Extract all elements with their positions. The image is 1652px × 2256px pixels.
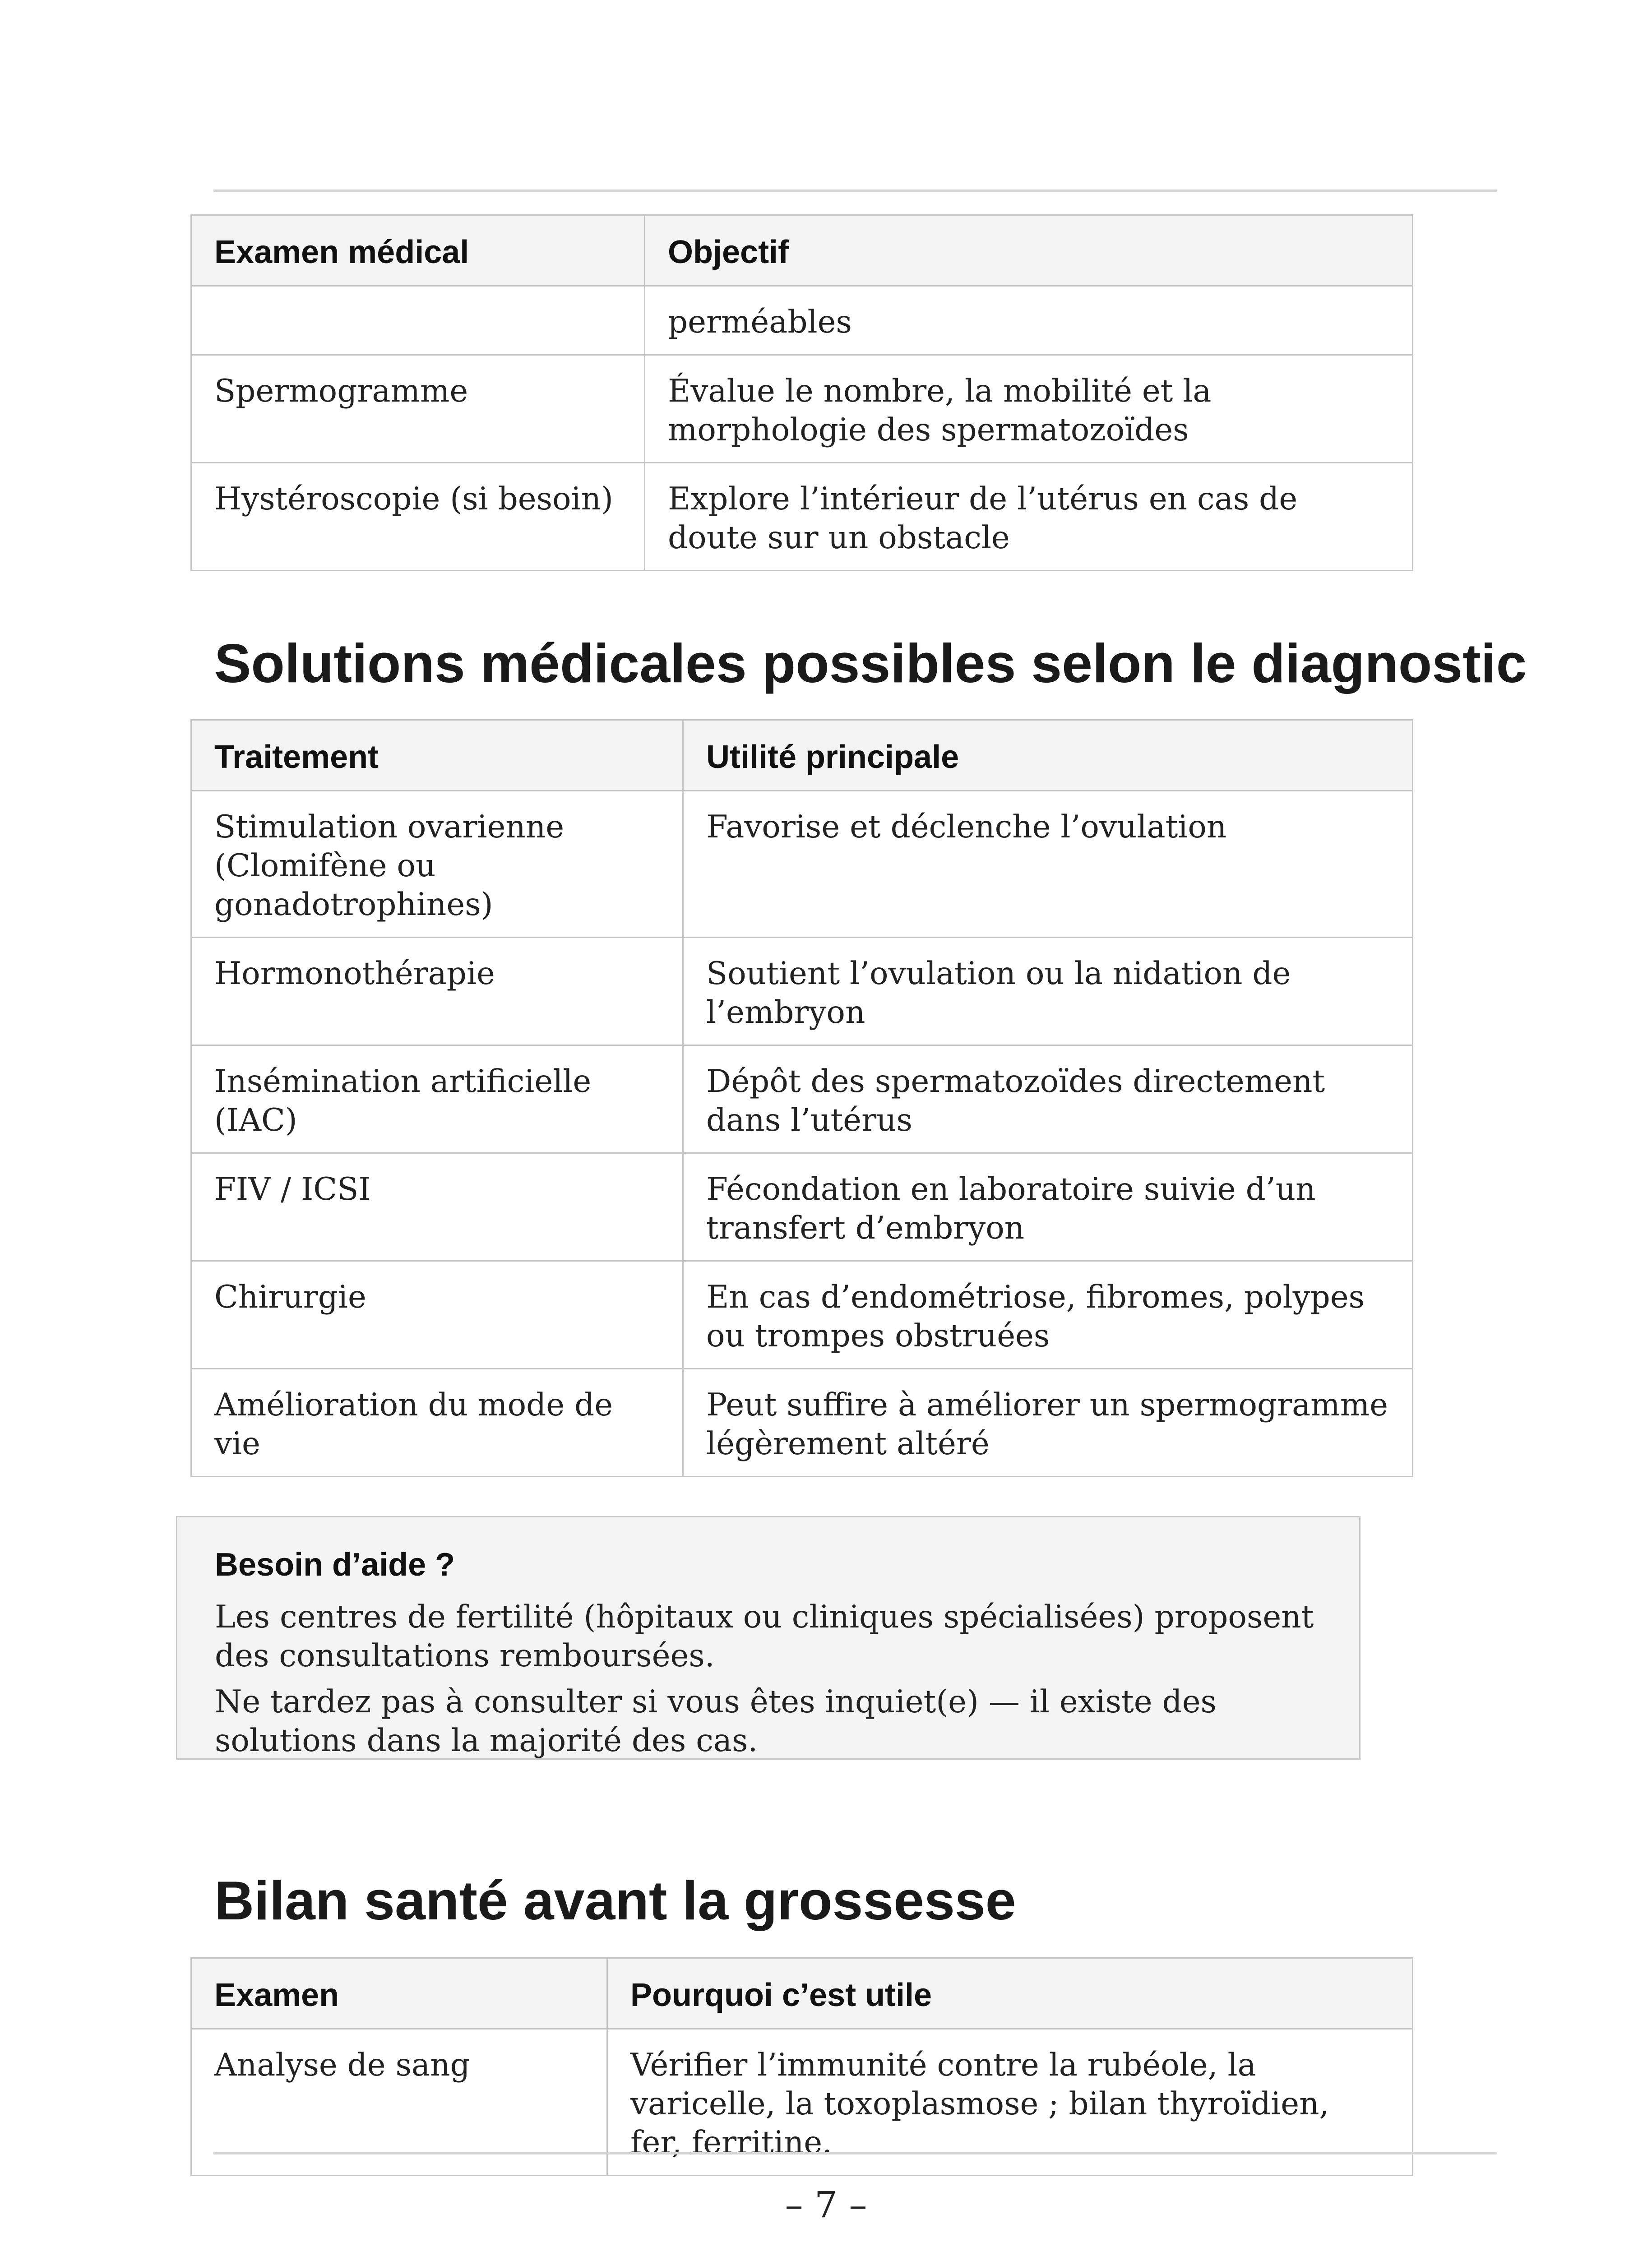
column-header: Pourquoi c’est utile (607, 1958, 1413, 2029)
table-cell: Amélioration du mode de vie (191, 1369, 683, 1477)
table-cell: perméables (645, 286, 1413, 355)
table-row (191, 791, 1413, 938)
table-row (191, 1261, 1413, 1369)
table-cell: Dépôt des spermatozoïdes directement dans l’utérus (683, 1045, 1413, 1153)
table-row (191, 286, 1413, 355)
table-cell: Vérifier l’immunité contre la rubéole, la varicelle, la toxoplasmose ; bilan thyroïdien, fer, ferritine. (607, 2029, 1413, 2176)
treatments-table (190, 719, 1413, 1477)
table-header-row (191, 1958, 1413, 2029)
table-row (191, 463, 1413, 571)
help-box-title: Besoin d’aide ? (215, 1547, 455, 1583)
table-row (191, 1045, 1413, 1153)
table-cell: Spermogramme (191, 355, 645, 463)
header-rule (213, 190, 1497, 192)
table-cell: Chirurgie (191, 1261, 683, 1369)
help-box-paragraph: Les centres de fertilité (hôpitaux ou cliniques spécialisées) proposent des consultations remboursées. (215, 1599, 1314, 1674)
table-cell: Favorise et déclenche l’ovulation (683, 791, 1413, 938)
table-cell: Soutient l’ovulation ou la nidation de l’embryon (683, 938, 1413, 1045)
table-header-row (191, 720, 1413, 791)
column-header: Examen médical (191, 215, 645, 286)
table-cell: Fécondation en laboratoire suivie d’un transfert d’embryon (683, 1153, 1413, 1261)
table-cell (191, 286, 645, 355)
table-cell: Hystéroscopie (si besoin) (191, 463, 645, 571)
help-box-paragraph: Ne tardez pas à consulter si vous êtes inquiet(e) — il existe des solutions dans la majorité des cas. (215, 1684, 1217, 1759)
table-cell: En cas d’endométriose, fibromes, polypes ou trompes obstruées (683, 1261, 1413, 1369)
table-cell: FIV / ICSI (191, 1153, 683, 1261)
column-header: Objectif (645, 215, 1413, 286)
table-row (191, 1369, 1413, 1477)
table-row (191, 938, 1413, 1045)
table-cell: Hormonothérapie (191, 938, 683, 1045)
column-header: Utilité principale (683, 720, 1413, 791)
table-cell: Peut suffire à améliorer un spermogramme légèrement altéré (683, 1369, 1413, 1477)
table-cell: Insémination artificielle (IAC) (191, 1045, 683, 1153)
table-row (191, 355, 1413, 463)
footer-rule (213, 2152, 1497, 2154)
table-cell: Explore l’intérieur de l’utérus en cas de doute sur un obstacle (645, 463, 1413, 571)
exams-table (190, 214, 1413, 571)
column-header: Examen (191, 1958, 607, 2029)
help-box (176, 1516, 1360, 1760)
page-number: – 7 – (785, 2184, 867, 2226)
table-cell: Analyse de sang (191, 2029, 607, 2176)
table-header-row (191, 215, 1413, 286)
table-row (191, 1153, 1413, 1261)
section-title-bilan: Bilan santé avant la grossesse (214, 1870, 1016, 1931)
section-title-solutions: Solutions médicales possibles selon le diagnostic (214, 633, 1527, 694)
table-cell: Évalue le nombre, la mobilité et la morphologie des spermatozoïdes (645, 355, 1413, 463)
column-header: Traitement (191, 720, 683, 791)
health-check-table (190, 1957, 1413, 2176)
table-cell: Stimulation ovarienne (Clomifène ou gonadotrophines) (191, 791, 683, 938)
